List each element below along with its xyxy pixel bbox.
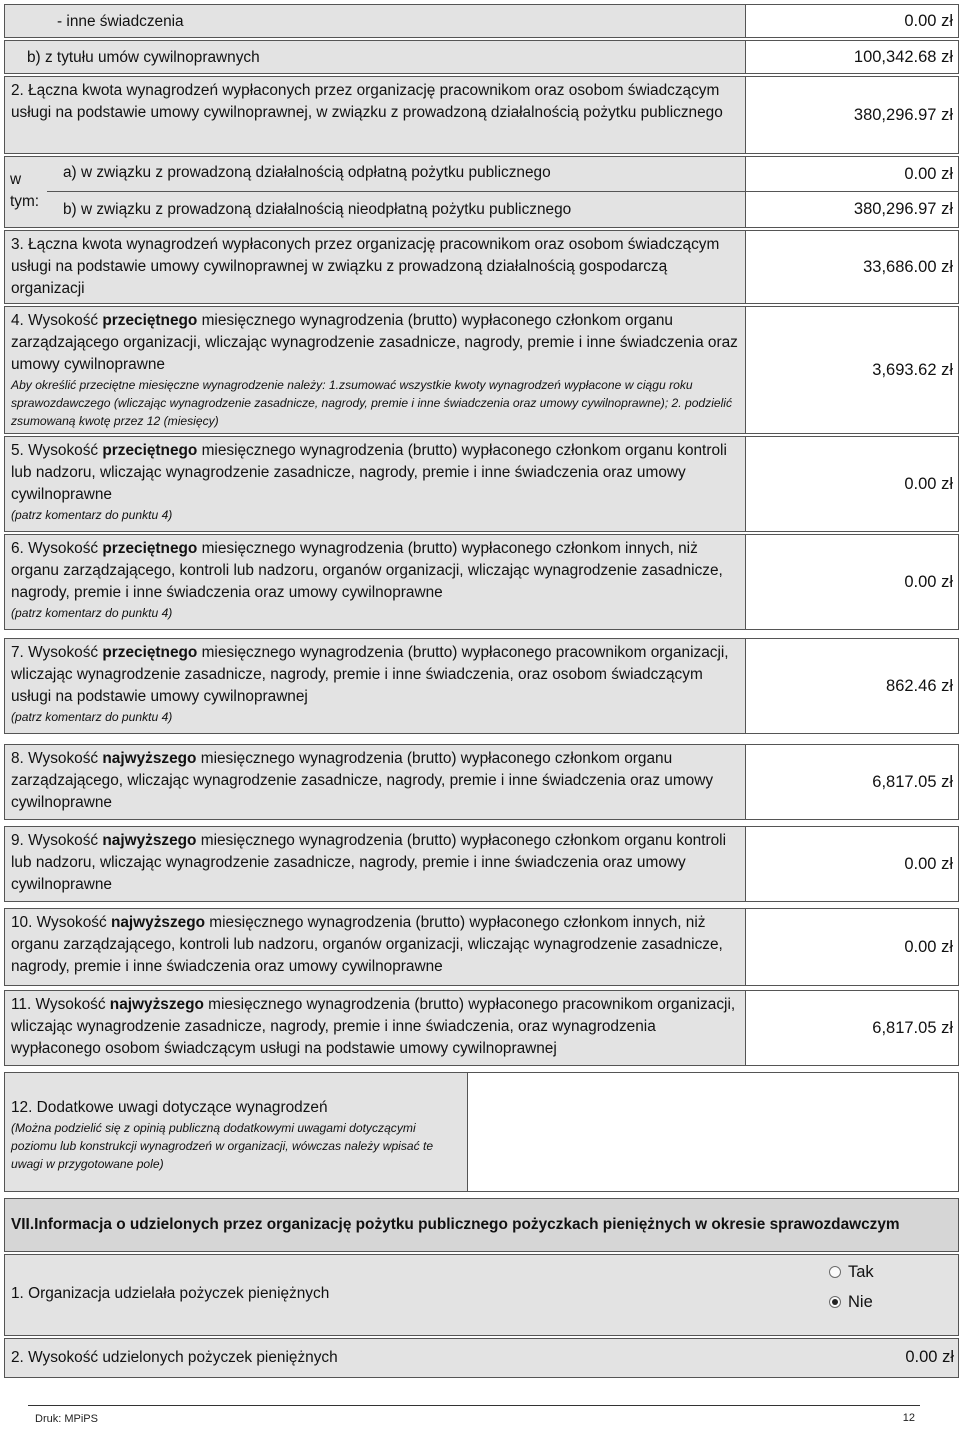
value-text: 6,817.05 zł bbox=[872, 772, 953, 791]
radio-option-nie[interactable] bbox=[829, 1288, 874, 1316]
value-text: 862.46 zł bbox=[886, 676, 953, 695]
label-text: 2. Łączna kwota wynagrodzeń wypłaconych przez organizację pracownikom oraz osobom świadczącym usługi na podstawie umowy cywilnoprawnej, w związku z prowadzoną działalnością pożytku publicznego bbox=[11, 82, 723, 121]
radio-nie-icon[interactable] bbox=[829, 1296, 841, 1308]
value-item6[interactable] bbox=[745, 534, 959, 630]
label-emphasis: przeciętnego bbox=[102, 644, 198, 661]
value-text: 0.00 zł bbox=[904, 937, 953, 956]
row-item3-label bbox=[4, 230, 746, 304]
label-pre: 9. Wysokość bbox=[11, 832, 103, 849]
value-item10[interactable] bbox=[745, 908, 959, 986]
value-item4[interactable] bbox=[745, 306, 959, 434]
label-pre: 4. Wysokość bbox=[11, 312, 103, 329]
label-emphasis: najwyższego bbox=[102, 750, 197, 767]
label-emphasis: najwyższego bbox=[109, 996, 204, 1013]
row-item2-label bbox=[4, 76, 746, 154]
value-item2a[interactable] bbox=[745, 156, 959, 192]
item2b-label bbox=[63, 199, 571, 221]
label-note: (patrz komentarz do punktu 4) bbox=[11, 508, 173, 522]
row-item12-label bbox=[4, 1072, 468, 1192]
value-text: 0.00 zł bbox=[904, 572, 953, 591]
value-item9[interactable] bbox=[745, 826, 959, 902]
value-text: 380,296.97 zł bbox=[853, 200, 953, 218]
footer-page-number bbox=[903, 1412, 915, 1424]
row-item10-label bbox=[4, 908, 746, 986]
label-text: a) w związku z prowadzoną działalnością odpłatną pożytku publicznego bbox=[63, 164, 551, 181]
label-note: Aby określić przeciętne miesięczne wynagrodzenie należy: 1.zsumować wszystkie kwoty wynagrodzeń wypłacone w ciągu roku sprawozdawczego (wliczając wynagrodzenie zasadnicze, nagrody, premie i inne świadczenia oraz umowy cywilnoprawne); 2. podzielić zsumowaną kwotę przez 12 (miesięcy) bbox=[11, 378, 733, 428]
label-post: miesięcznego wynagrodzenia (brutto) wypłaconego członkom innych, niż organu zarządzającego, kontroli lub nadzoru, organów organizacji, wliczając wynagrodzenie zasadnicze, nagrody, premie i inne świadczenia oraz umowy cywilnoprawne bbox=[11, 914, 723, 975]
footer-print-text: Druk: MPiPS bbox=[35, 1413, 98, 1425]
radio-tak-icon[interactable] bbox=[829, 1266, 841, 1278]
row-item4-label bbox=[4, 306, 746, 434]
value-text: 0.00 zł bbox=[904, 164, 953, 183]
row-loans-q2-label bbox=[4, 1338, 959, 1378]
value-item2[interactable] bbox=[745, 76, 959, 154]
value-umowy-cywilnoprawne[interactable] bbox=[745, 40, 959, 74]
label-emphasis: przeciętnego bbox=[102, 442, 198, 459]
row-item7-label bbox=[4, 638, 746, 734]
value-text: 0.00 zł bbox=[904, 11, 953, 30]
value-item2b[interactable] bbox=[745, 191, 959, 228]
divider bbox=[47, 191, 745, 192]
label-text: 1. Organizacja udzielała pożyczek pieniężnych bbox=[11, 1285, 330, 1302]
radio-tak-label: Tak bbox=[848, 1262, 874, 1281]
label-post: miesięcznego wynagrodzenia (brutto) wypłaconego członkom organu kontroli lub nadzoru, wliczając wynagrodzenie zasadnicze, nagrody, premie i inne świadczenia oraz umowy cywilnoprawne bbox=[11, 442, 727, 503]
value-text: 0.00 zł bbox=[904, 854, 953, 873]
value-text: 380,296.97 zł bbox=[853, 105, 953, 124]
loans-radio-group bbox=[829, 1258, 874, 1316]
label-note: (patrz komentarz do punktu 4) bbox=[11, 606, 173, 620]
label-text: - inne świadczenia bbox=[57, 13, 184, 30]
label-pre: 6. Wysokość bbox=[11, 540, 103, 557]
value-text: 0.00 zł bbox=[905, 1348, 954, 1366]
label-post: miesięcznego wynagrodzenia (brutto) wypłaconego pracownikom organizacji, wliczając wynagrodzenie zasadnicze, nagrody, premie i inne świadczenia, oraz osobom świadczącym usługi na podstawie umowy cywilnoprawnej bbox=[11, 644, 729, 705]
footer-print bbox=[35, 1413, 98, 1425]
label-pre: 7. Wysokość bbox=[11, 644, 103, 661]
label-post: miesięcznego wynagrodzenia (brutto) wypłaconego członkom organu kontroli lub nadzoru, wliczając wynagrodzenie zasadnicze, nagrody, premie i inne świadczenia oraz umowy cywilnoprawne bbox=[11, 832, 727, 893]
value-item5[interactable] bbox=[745, 436, 959, 532]
w-tym-line1: w bbox=[10, 171, 22, 188]
label-text: 2. Wysokość udzielonych pożyczek pieniężnych bbox=[11, 1349, 338, 1366]
label-emphasis: najwyższego bbox=[102, 832, 197, 849]
row-w-tym-block bbox=[4, 156, 746, 228]
value-loans-q2[interactable] bbox=[905, 1348, 954, 1367]
row-loans-q1-label bbox=[4, 1254, 959, 1336]
item2a-label bbox=[63, 162, 551, 184]
value-text: 100,342.68 zł bbox=[853, 47, 953, 66]
label-emphasis: przeciętnego bbox=[102, 540, 198, 557]
section-number: VII. bbox=[11, 1216, 35, 1233]
w-tym-line2: tym: bbox=[10, 193, 40, 210]
row-item8-label bbox=[4, 744, 746, 820]
value-text: 6,817.05 zł bbox=[872, 1018, 953, 1037]
label-post: miesięcznego wynagrodzenia (brutto) wypłaconego członkom innych, niż organu zarządzającego, kontroli lub nadzoru, organów organizacji, wliczając wynagrodzenie zasadnicze, nagrody, premie i inne świadczenia oraz umowy cywilnoprawne bbox=[11, 540, 723, 601]
footer-rule bbox=[28, 1405, 920, 1406]
row-item11-label bbox=[4, 990, 746, 1066]
label-note: (patrz komentarz do punktu 4) bbox=[11, 710, 173, 724]
row-inne-swiadczenia-label bbox=[4, 4, 746, 38]
label-note: (Można podzielić się z opinią publiczną dodatkowymi uwagami dotyczącymi poziomu lub konstrukcji wynagrodzeń w organizacji, wówczas należy wpisać te uwagi w przygotowane pole) bbox=[11, 1121, 434, 1171]
value-text: 33,686.00 zł bbox=[863, 257, 953, 276]
label-pre: 8. Wysokość bbox=[11, 750, 103, 767]
w-tym-label bbox=[10, 169, 39, 213]
section-vii-header bbox=[4, 1198, 959, 1252]
value-text: 0.00 zł bbox=[904, 474, 953, 493]
label-text: 12. Dodatkowe uwagi dotyczące wynagrodzeń bbox=[11, 1099, 328, 1116]
label-post: miesięcznego wynagrodzenia (brutto) wypłaconego członkom organu zarządzającego, wliczając wynagrodzenie zasadnicze, nagrody, premie i inne świadczenia oraz umowy cywilnoprawne bbox=[11, 750, 714, 811]
radio-nie-label: Nie bbox=[848, 1292, 873, 1311]
label-pre: 5. Wysokość bbox=[11, 442, 103, 459]
value-inne-swiadczenia[interactable] bbox=[745, 4, 959, 38]
page-number-text: 12 bbox=[902, 1412, 915, 1424]
value-item11[interactable] bbox=[745, 990, 959, 1066]
section-title: Informacja o udzielonych przez organizację pożytku publicznego pożyczkach pieniężnych w okresie sprawozdawczym bbox=[34, 1216, 900, 1233]
label-emphasis: najwyższego bbox=[110, 914, 206, 931]
value-item3[interactable] bbox=[745, 230, 959, 304]
item12-notes-field[interactable] bbox=[467, 1072, 959, 1192]
value-text: 3,693.62 zł bbox=[872, 360, 953, 379]
row-item6-label bbox=[4, 534, 746, 630]
label-pre: 11. Wysokość bbox=[11, 996, 110, 1013]
row-item9-label bbox=[4, 826, 746, 902]
label-text: 3. Łączna kwota wynagrodzeń wypłaconych przez organizację pracownikom oraz osobom świadczącym usługi na podstawie umowy cywilnoprawnej w związku z prowadzoną działalnością gospodarczą organizacji bbox=[11, 236, 720, 297]
label-pre: 10. Wysokość bbox=[11, 914, 111, 931]
label-text: b) z tytułu umów cywilnoprawnych bbox=[27, 49, 260, 66]
label-post: miesięcznego wynagrodzenia (brutto) wypłaconego członkom organu zarządzającego organizacji, wliczając wynagrodzenie zasadnicze, nagrody, premie i inne świadczenia oraz umowy cywilnoprawne bbox=[11, 312, 738, 373]
label-text: b) w związku z prowadzoną działalnością nieodpłatną pożytku publicznego bbox=[63, 201, 572, 218]
label-post: miesięcznego wynagrodzenia (brutto) wypłaconego pracownikom organizacji, wliczając wynagrodzenie zasadnicze, nagrody, premie i inne świadczenia, oraz wynagrodzenia wypłaconego osobom świadczącym usługi na podstawie umowy cywilnoprawnej bbox=[11, 996, 736, 1057]
label-emphasis: przeciętnego bbox=[102, 312, 198, 329]
value-item7[interactable] bbox=[745, 638, 959, 734]
radio-option-tak[interactable] bbox=[829, 1258, 874, 1286]
value-item8[interactable] bbox=[745, 744, 959, 820]
row-item5-label bbox=[4, 436, 746, 532]
row-umowy-cywilnoprawne-label bbox=[4, 40, 746, 74]
